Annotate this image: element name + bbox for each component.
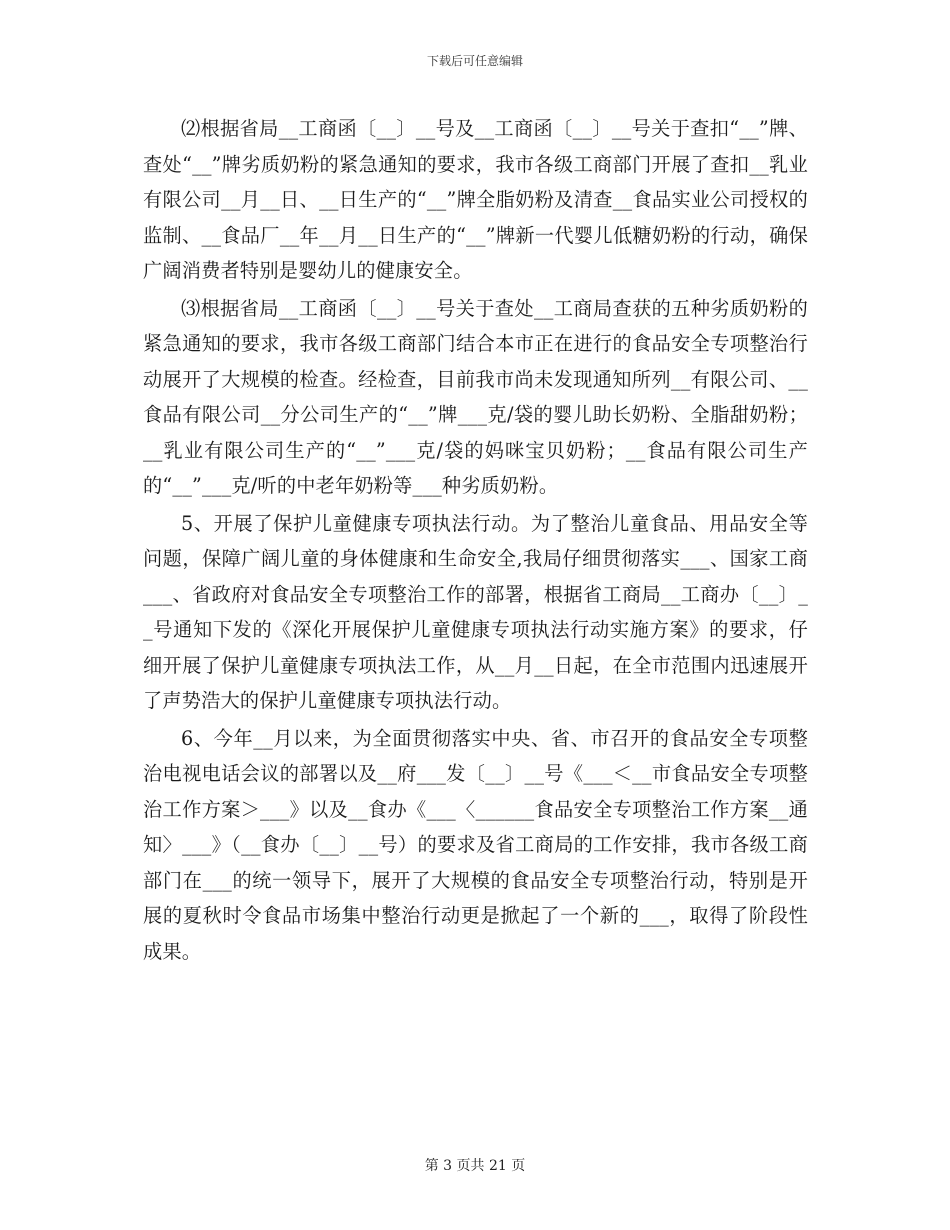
page-header: 下载后可任意编辑 <box>426 54 523 68</box>
paragraph-item-3: ⑶根据省局__工商函〔__〕__号关于查处__工商局查获的五种劣质奶粉的紧急通知的要求，我市各级工商部门结合本市正在进行的食品安全专项整治行动展开了大规模的检查。经检查，目前我市尚未发现通知所列__有限公司、__食品有限公司__分公司生产的“__”牌___克/袋的婴儿助长奶粉、全脂甜奶粉；__乳业有限公司生产的“__”___克/袋的妈咪宝贝奶粉；__食品有限公司生产的“__”___克/听的中老年奶粉等___种劣质奶粉。 <box>143 296 808 497</box>
page-footer: 第 3 页共 21 页 <box>424 1158 526 1174</box>
paragraph-section-5: 5、开展了保护儿童健康专项执法行动。为了整治儿童食品、用品安全等问题，保障广阔儿童的身体健康和生命安全,我局仔细贯彻落实___、国家工商___、省政府对食品安全专项整治工作的部署，根据省工商局__工商办〔__〕__号通知下发的《深化开展保护儿童健康专项执法行动实施方案》的要求，仔细开展了保护儿童健康专项执法工作，从__月__日起，在全市范围内迅速展开了声势浩大的保护儿童健康专项执法行动。 <box>143 511 808 712</box>
document-body <box>143 111 808 971</box>
paragraph-section-6: 6、今年__月以来，为全面贯彻落实中央、省、市召开的食品安全专项整治电视电话会议的部署以及__府___发〔__〕__号《___＜__市食品安全专项整治工作方案＞___》以及__食办《___〈______食品安全专项整治工作方案__通知〉___》（__食办〔__〕__号）的要求及省工商局的工作安排，我市各级工商部门在___的统一领导下，展开了大规模的食品安全专项整治行动，特别是开展的夏秋时令食品市场集中整治行动更是掀起了一个新的___，取得了阶段性成果。 <box>143 726 808 963</box>
paragraph-item-2: ⑵根据省局__工商函〔__〕__号及__工商函〔__〕__号关于查扣“__”牌、查处“__”牌劣质奶粉的紧急通知的要求，我市各级工商部门开展了查扣__乳业有限公司__月__日、__日生产的“__”牌全脂奶粉及清查__食品实业公司授权的监制、__食品厂__年__月__日生产的“__”牌新一代婴儿低糖奶粉的行动，确保广阔消费者特别是婴幼儿的健康安全。 <box>143 117 808 282</box>
